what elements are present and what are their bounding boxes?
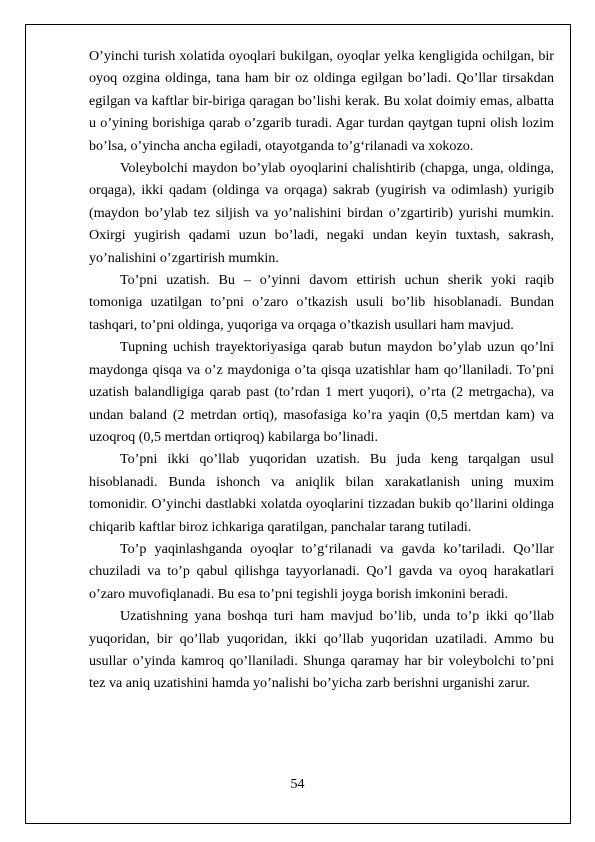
paragraph-5: To’pni ikki qo’llab yuqoridan uzatish. Bu juda keng tarqalgan usul hisoblanadi. Bunda ishonch va aniqlik bilan xarakatlanish uning muxim tomonidir. O’yinchi dastlabki xolatda oyoqlarini tizzadan bukib qo’llarini oldinga chiqarib kaftlar biroz ichkariga qaratilgan, panchalar tarang tutiladi. xyxy=(89,451,554,535)
page-number: 54 xyxy=(290,777,305,792)
document-body xyxy=(89,45,554,695)
paragraph-6: To’p yaqinlashganda oyoqlar to’g‘rilanadi va gavda ko’tariladi. Qo’llar chuziladi va to’p qabul qilishga tayyorlanadi. Qo’l gavda va oyoq harakatlari o’zaro muvofiqlanadi. Bu esa to’pni tegishli joyga borish imkonini beradi. xyxy=(89,540,554,602)
paragraph-1: O’yinchi turish xolatida oyoqlari bukilgan, oyoqlar yelka kengligida ochilgan, bir oyoq ozgina oldinga, tana ham bir oz oldinga egilgan bo’ladi. Qo’llar tirsakdan egilgan va kaftlar bir-biriga qaragan bo’lishi kerak. Bu xolat doimiy emas, albatta u o’yining borishiga qarab o’zgarib turadi. Agar turdan qaytgan tupni olish lozim bo’lsa, o’yincha ancha egiladi, otayotganda to’g‘rilanadi va xokozo. xyxy=(89,48,554,154)
paragraph-2: Voleybolchi maydon bo’ylab oyoqlarini chalishtirib (chapga, unga, oldinga, orqaga), ikki qadam (oldinga va orqaga) sakrab (yugirish va odimlash) yurigib (maydon bo’ylab tez siljish va yo’nalishini birdan o’zgartirib) yurishi mumkin. Oxirgi yugirish qadami uzun bo’ladi, negaki undan keyin tuxtash, sakrash, yo’nalishini o’zgartirish mumkin. xyxy=(89,160,554,266)
paragraph-3: To’pni uzatish. Bu – o’yinni davom ettirish uchun sherik yoki raqib tomoniga uzatilgan to’pni o’zaro o’tkazish usuli bo’lib hisoblanadi. Bundan tashqari, to’pni oldinga, yuqoriga va orqaga o’tkazish usullari ham mavjud. xyxy=(89,272,554,333)
paragraph-7: Uzatishning yana boshqa turi ham mavjud bo’lib, unda to’p ikki qo’llab yuqoridan, bir qo’llab yuqoridan, ikki qo’llab yuqoridan uzatiladi. Ammo bu usullar o’yinda kamroq qo’llaniladi. Shunga qaramay har bir voleybolchi to’pni tez va aniq uzatishini hamda yo’nalishi bo’yicha zarb berishni urganishi zarur. xyxy=(89,608,554,692)
paragraph-4: Tupning uchish trayektoriyasiga qarab butun maydon bo’ylab uzun qo’lni maydonga qisqa va o’z maydoniga o’ta qisqa uzatishlar ham qo’llaniladi. To’pni uzatish balandligiga qarab past (to’rdan 1 mert yuqori), o’rta (2 metrgacha), va undan baland (2 metrdan ortiq), masofasiga ko’ra yaqin (0,5 mertdan kam) va uzoqroq (0,5 mertdan ortiqroq) kabilarga bo’linadi. xyxy=(89,339,554,445)
